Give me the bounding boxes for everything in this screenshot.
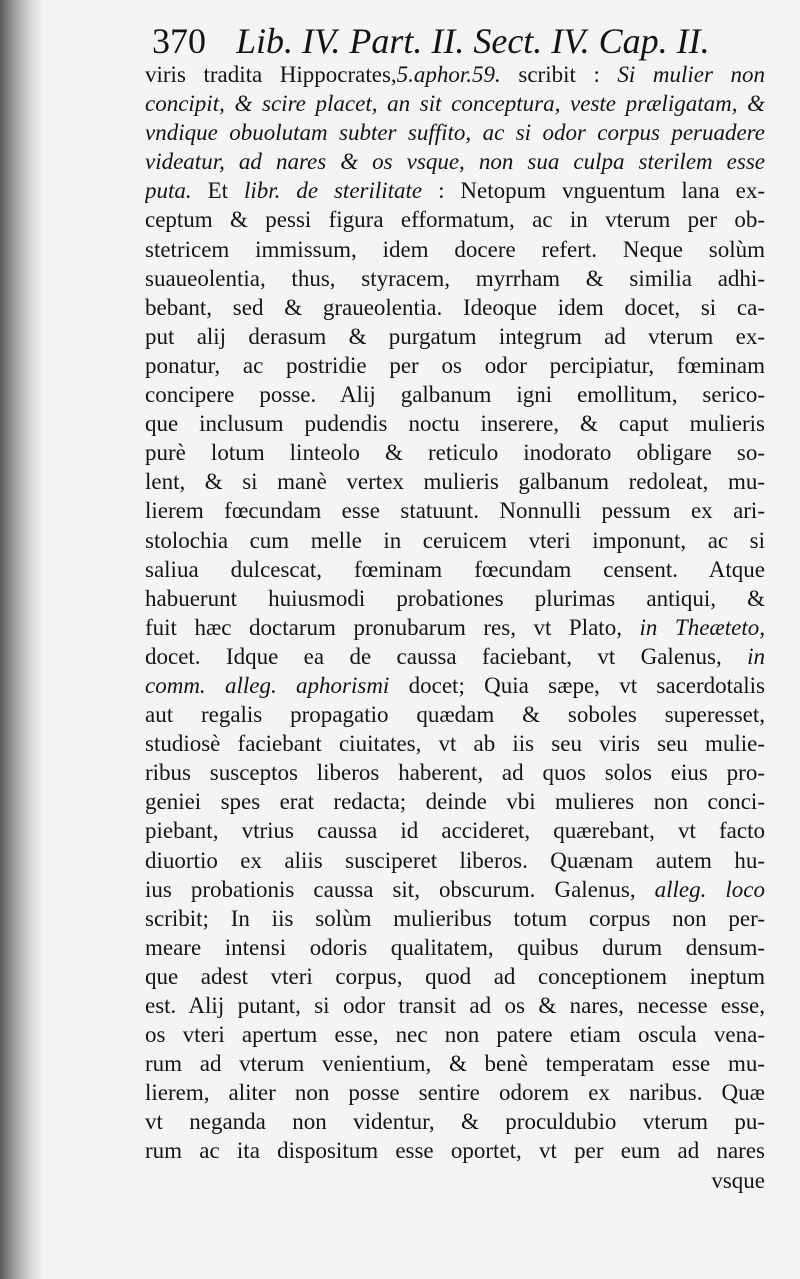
text-line xyxy=(145,496,765,525)
text-run: stetricem immissum, idem docere refert. Neque solùm xyxy=(145,236,765,262)
text-line xyxy=(145,816,765,845)
text-run: meare intensi odoris qualitatem, quibus durum densum- xyxy=(145,934,765,960)
text-line xyxy=(145,322,765,351)
italic-text-run: in Theæteto, xyxy=(639,614,765,640)
text-line xyxy=(145,904,765,933)
text-run: aut regalis propagatio quædam & soboles superesset, xyxy=(145,702,765,728)
text-run: lierem fœcundam esse statuunt. Nonnulli pessum ex ari- xyxy=(145,498,765,524)
text-line xyxy=(145,526,765,555)
text-run: Et xyxy=(191,178,244,204)
text-line xyxy=(145,1107,765,1136)
text-line xyxy=(145,380,765,409)
text-run: lent, & si manè vertex mulieris galbanum redoleat, mu- xyxy=(145,469,765,495)
text-line xyxy=(145,409,765,438)
text-run: scribit : xyxy=(500,62,618,87)
text-run: que adest vteri corpus, quod ad conceptionem ineptum xyxy=(145,963,765,989)
text-line xyxy=(145,351,765,380)
running-header xyxy=(152,18,764,64)
text-line xyxy=(145,467,765,496)
text-line xyxy=(145,729,765,758)
text-run: saliua dulcescat, fœminam fœcundam censent. Atque xyxy=(145,556,765,582)
catchword: vsque xyxy=(711,1167,765,1193)
italic-text-run: Si mulier non xyxy=(617,62,765,87)
text-line xyxy=(145,875,765,904)
italic-text-run: 5.aphor.59. xyxy=(396,62,501,87)
text-run: bebant, sed & graueolentia. Ideoque idem docet, si ca- xyxy=(145,294,765,320)
italic-text-run: vndique obuolutam subter suffito, ac si odor corpus peruadere xyxy=(145,120,765,146)
text-run: docet. Idque ea de caussa faciebant, vt Galenus, xyxy=(145,643,748,669)
text-line xyxy=(145,235,765,264)
text-run: ceptum & pessi figura efformatum, ac in vterum per ob- xyxy=(145,207,765,233)
text-run: rum ac ita dispositum esse oportet, vt per eum ad nares xyxy=(145,1138,765,1164)
italic-text-run: puta. xyxy=(145,178,192,204)
text-run: viris tradita Hippocrates, xyxy=(145,62,397,87)
italic-text-run: libr. de sterilitate xyxy=(243,178,423,204)
text-line xyxy=(145,1136,765,1165)
text-run: piebant, vtrius caussa id accideret, quærebant, vt facto xyxy=(145,818,765,844)
text-line xyxy=(145,584,765,613)
text-run: fuit hæc doctarum pronubarum res, vt Plato, xyxy=(145,614,640,640)
text-line xyxy=(145,176,765,205)
text-run: ribus susceptos liberos haberent, ad quos solos eius pro- xyxy=(145,760,765,786)
text-line xyxy=(145,60,765,89)
text-run: os vteri apertum esse, nec non patere etiam oscula vena- xyxy=(145,1022,765,1048)
text-line xyxy=(145,700,765,729)
text-run: que inclusum pudendis noctu inserere, & caput mulieris xyxy=(145,411,765,437)
text-line xyxy=(145,758,765,787)
catchword-line xyxy=(145,1166,765,1195)
text-run: lierem, aliter non posse sentire odorem ex naribus. Quæ xyxy=(145,1080,765,1106)
text-run: studiosè faciebant ciuitates, vt ab iis seu viris seu mulie- xyxy=(145,731,765,757)
text-run: stolochia cum melle in ceruicem vteri imponunt, ac si xyxy=(145,527,765,553)
text-run: ponatur, ac postridie per os odor percipiatur, fœminam xyxy=(145,352,765,378)
text-line xyxy=(145,1078,765,1107)
text-line xyxy=(145,787,765,816)
text-line xyxy=(145,205,765,234)
text-run: habuerunt huiusmodi probationes plurimas antiqui, & xyxy=(145,585,765,611)
text-line xyxy=(145,671,765,700)
text-run: scribit; In iis solùm mulieribus totum corpus non per- xyxy=(145,905,765,931)
text-run: concipere posse. Alij galbanum igni emollitum, serico- xyxy=(145,382,765,408)
page-gutter-shadow xyxy=(0,0,44,1279)
italic-text-run: concipit, & scire placet, an sit conceptura, veste præligatam, & xyxy=(145,91,765,117)
text-line xyxy=(145,293,765,322)
text-run: : Netopum vnguentum lana ex- xyxy=(422,178,765,204)
text-run: purè lotum linteolo & reticulo inodorato obligare so- xyxy=(145,440,765,466)
text-run: vt neganda non videntur, & proculdubio vterum pu- xyxy=(145,1109,765,1135)
text-run: suaueolentia, thus, styracem, myrrham & similia adhi- xyxy=(145,265,765,291)
text-run: put alij derasum & purgatum integrum ad vterum ex- xyxy=(145,323,765,349)
text-run: rum ad vterum venientium, & benè temperatam esse mu- xyxy=(145,1051,765,1077)
text-line xyxy=(145,991,765,1020)
text-line xyxy=(145,1049,765,1078)
running-title: Lib. IV. Part. II. Sect. IV. Cap. II. xyxy=(236,21,710,61)
text-line xyxy=(145,555,765,584)
body-text xyxy=(145,60,765,1195)
text-line xyxy=(145,1020,765,1049)
text-run: geniei spes erat redacta; deinde vbi mulieres non conci- xyxy=(145,789,765,815)
text-line xyxy=(145,642,765,671)
text-line xyxy=(145,933,765,962)
text-run: docet; Quia sæpe, vt sacerdotalis xyxy=(389,672,765,698)
text-line xyxy=(145,89,765,118)
page-number: 370 xyxy=(152,21,206,61)
text-line xyxy=(145,846,765,875)
text-run: diuortio ex aliis susciperet liberos. Quænam autem hu- xyxy=(145,847,765,873)
text-line xyxy=(145,438,765,467)
text-line xyxy=(145,962,765,991)
text-run: ius probationis caussa sit, obscurum. Galenus, xyxy=(145,876,655,902)
text-line xyxy=(145,264,765,293)
text-line xyxy=(145,147,765,176)
text-line xyxy=(145,118,765,147)
italic-text-run: comm. alleg. aphorismi xyxy=(145,672,390,698)
italic-text-run: in xyxy=(747,643,765,669)
italic-text-run: videatur, ad nares & os vsque, non sua culpa sterilem esse xyxy=(145,149,765,175)
text-run: est. Alij putant, si odor transit ad os & nares, necesse esse, xyxy=(145,993,765,1018)
text-line xyxy=(145,613,765,642)
italic-text-run: alleg. loco xyxy=(654,876,765,902)
